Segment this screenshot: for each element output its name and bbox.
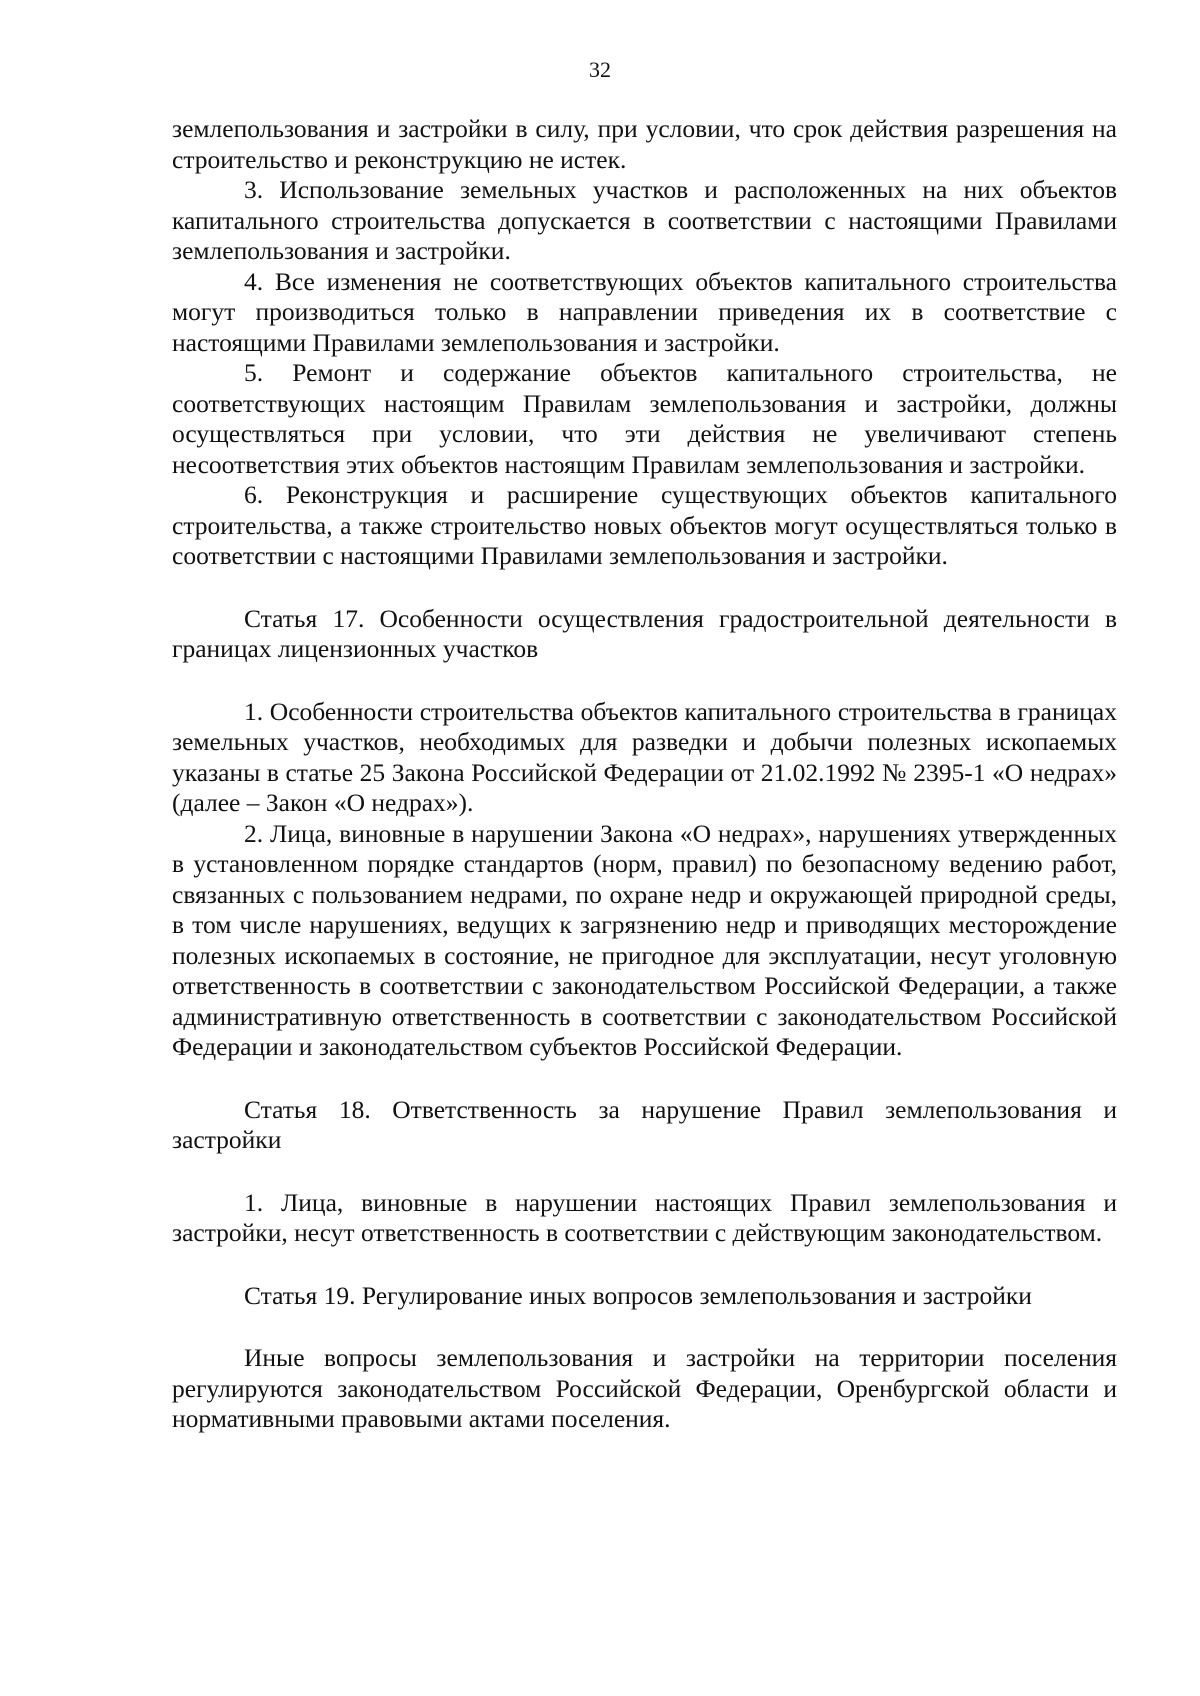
page-number: 32	[589, 57, 611, 82]
paragraph-5: 5. Ремонт и содержание объектов капитального строительства, не соответствующих настоящим Правилам землепользования и застройки, должны осуществляться при условии, что эти действия не увеличивают степень несоответствия этих объектов настоящим Правилам землепользования и застройки.	[172, 358, 1117, 479]
article-17-paragraph-2: 2. Лица, виновные в нарушении Закона «О недрах», нарушениях утвержденных в установленном порядке стандартов (норм, правил) по безопасному ведению работ, связанных с пользованием недрами, по охране недр и окружающей природной среды, в том числе нарушениях, ведущих к загрязнению недр и приводящих месторождение полезных ископаемых в состояние, не пригодное для эксплуатации, несут уголовную ответственность в соответствии с законодательством Российской Федерации, а также административную ответственность в соответствии с законодательством Российской Федерации и законодательством субъектов Российской Федерации.	[172, 818, 1117, 1061]
article-19-paragraph-1: Иные вопросы землепользования и застройки на территории поселения регулируются законодательством Российской Федерации, Оренбургской области и нормативными правовыми актами поселения.	[172, 1343, 1117, 1433]
article-19-heading: Статья 19. Регулирование иных вопросов землепользования и застройки	[244, 1280, 1032, 1310]
article-17-paragraph-1: 1. Особенности строительства объектов капитального строительства в границах земельных участков, необходимых для разведки и добычи полезных ископаемых указаны в статье 25 Закона Российской Федерации от 21.02.1992 № 2395-1 «О недрах» (далее – Закон «О недрах»).	[172, 696, 1117, 817]
document-body	[172, 114, 1117, 1435]
article-18-paragraph-1: 1. Лица, виновные в нарушении настоящих Правил землепользования и застройки, несут ответственность в соответствии с действующим законодательством.	[172, 1187, 1117, 1247]
article-17-heading: Статья 17. Особенности осуществления градостроительной деятельности в границах лицензионных участков	[172, 603, 1117, 663]
paragraph-3: 3. Использование земельных участков и расположенных на них объектов капитального строительства допускается в соответствии с настоящими Правилами землепользования и застройки.	[172, 175, 1117, 265]
paragraph-continuation: землепользования и застройки в силу, при условии, что срок действия разрешения на строительство и реконструкцию не истек.	[172, 114, 1117, 174]
paragraph-6: 6. Реконструкция и расширение существующих объектов капитального строительства, а также строительство новых объектов могут осуществляться только в соответствии с настоящими Правилами землепользования и застройки.	[172, 480, 1117, 570]
article-18-heading: Статья 18. Ответственность за нарушение Правил землепользования и застройки	[172, 1094, 1117, 1154]
paragraph-4: 4. Все изменения не соответствующих объектов капитального строительства могут производиться только в направлении приведения их в соответствие с настоящими Правилами землепользования и застройки.	[172, 266, 1117, 357]
